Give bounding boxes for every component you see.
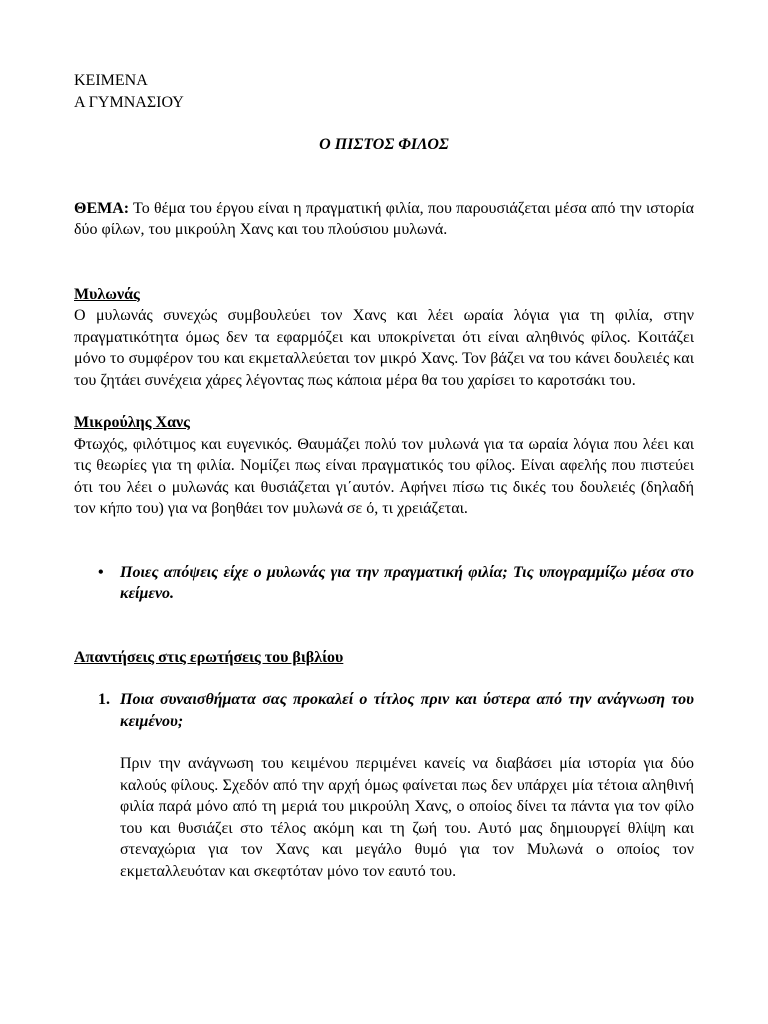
theme-label: ΘΕΜΑ: — [74, 199, 130, 217]
theme-text: Το θέμα του έργου είναι η πραγματική φιλία, που παρουσιάζεται μέσα από την ιστορία δύο φίλων, του μικρούλη Χανς και του πλούσιου μυλωνά. — [74, 199, 694, 238]
section-heading-hans: Μικρούλης Χανς — [74, 414, 190, 431]
answers-heading: Απαντήσεις στις ερωτήσεις του βιβλίου — [74, 648, 344, 666]
bullet-mark: • — [98, 563, 104, 581]
section-text-miller: Ο μυλωνάς συνεχώς συμβουλεύει τον Χανς και λέει ωραία λόγια για τη φιλία, στην πραγματικότητα όμως δεν τα εφαρμόζει και υποκρίνεται ότι είναι αληθινός φίλος. Κοιτάζει μόνο το συμφέρον του και εκμεταλλεύεται τον μικρό Χανς. Τον βάζει να του κάνει δουλειές και του ζητάει συνέχεια χάρες λέγοντας πως κάποια μέρα θα του χαρίσει το καροτσάκι του. — [74, 307, 694, 389]
bullet-question — [74, 562, 694, 605]
document-body — [74, 70, 694, 882]
section-text-hans: Φτωχός, φιλότιμος και ευγενικός. Θαυμάζει πολύ τον μυλωνά για τα ωραία λόγια που λέει και τις θεωρίες για τη φιλία. Νομίζει πως είναι πραγματικός του φίλος. Είναι αφελής που πιστεύει ότι του λέει ο μυλωνάς και θυσιάζεται γι΄αυτόν. Αφήνει πίσω τις δικές του δουλειές (δηλαδή τον κήπο του) για να βοηθάει τον μυλωνά σε ό, τι χρειάζεται. — [74, 435, 694, 517]
document-header — [74, 70, 694, 113]
document-title: Ο ΠΙΣΤΟΣ ΦΙΛΟΣ — [319, 136, 449, 153]
section-heading-miller: Μυλωνάς — [74, 285, 140, 303]
question-number: 1. — [98, 691, 110, 708]
header-line-2: Α ΓΥΜΝΑΣΙΟΥ — [74, 93, 184, 111]
answer-paragraph: Πριν την ανάγνωση του κειμένου περιμένει κανείς να διαβάσει μία ιστορία για δύο καλούς φίλους. Σχεδόν από την αρχή όμως φαίνεται πως δεν υπάρχει μία τέτοια αληθινή φιλία παρά μόνο από τη μεριά του μικρούλη Χανς, ο οποίος δίνει τα πάντα για τον φίλο του και θυσιάζει στο τέλος ακόμη και τη ζωή του. Αυτό μας δημιουργεί θλίψη και στεναχώρια για τον Χανς και μεγάλο θυμό για τον Μυλωνά ο οποίος τον εκμεταλλευόταν και σκεφτόταν μόνο τον εαυτό του. — [120, 755, 694, 880]
header-line-1: ΚΕΙΜΕΝΑ — [74, 72, 148, 89]
bullet-text: Ποιες απόψεις είχε ο μυλωνάς για την πραγματική φιλία; Τις υπογραμμίζω μέσα στο κείμενο. — [120, 563, 694, 602]
numbered-question — [74, 689, 694, 732]
theme-paragraph — [74, 198, 694, 241]
question-text: Ποια συναισθήματα σας προκαλεί ο τίτλος πριν και ύστερα από την ανάγνωση του κειμένου; — [120, 691, 694, 730]
